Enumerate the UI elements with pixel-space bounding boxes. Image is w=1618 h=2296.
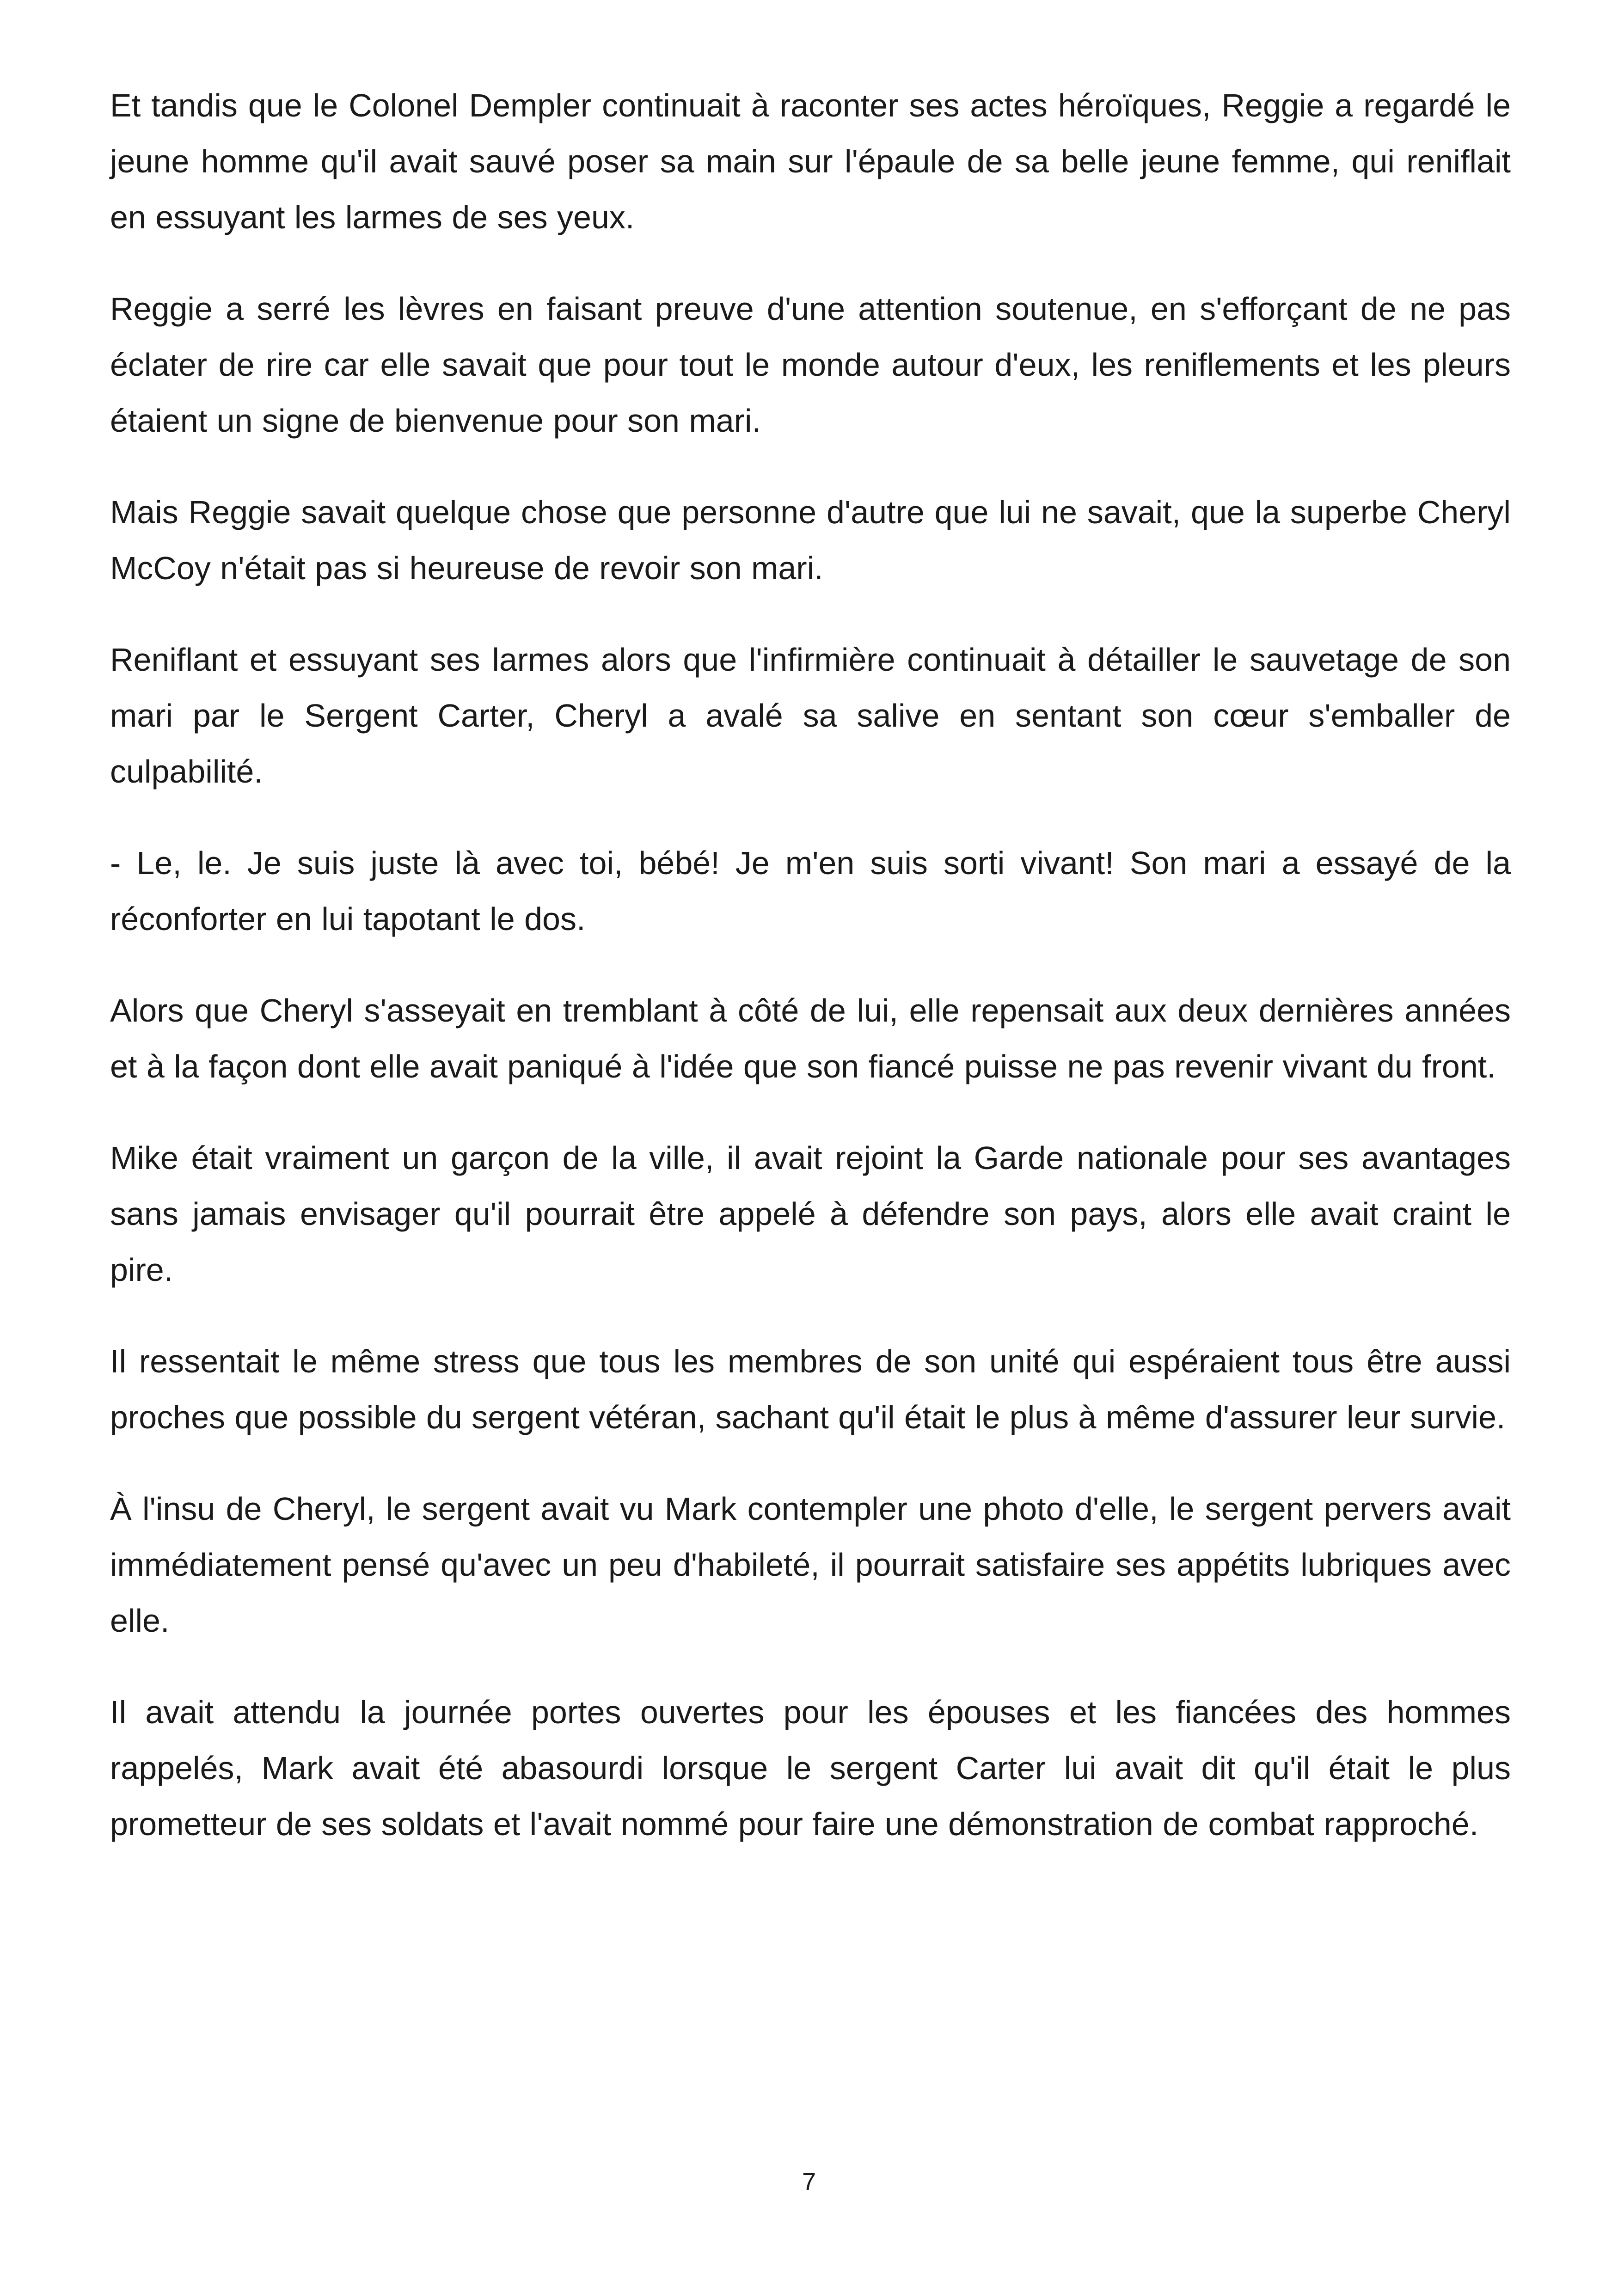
body-text (110, 78, 1511, 1852)
paragraph: Il ressentait le même stress que tous les membres de son unité qui espéraient tous être aussi proches que possible du sergent vétéran, sachant qu'il était le plus à même d'assurer leur survie. (110, 1343, 1511, 1435)
paragraph: Reggie a serré les lèvres en faisant preuve d'une attention soutenue, en s'efforçant de ne pas éclater de rire car elle savait que pour tout le monde autour d'eux, les reniflements et les pleurs étaient un signe de bienvenue pour son mari. (110, 291, 1511, 439)
paragraph: Reniflant et essuyant ses larmes alors que l'infirmière continuait à détailler le sauvetage de son mari par le Sergent Carter, Cheryl a avalé sa salive en sentant son cœur s'emballer de culpabilité. (110, 642, 1511, 790)
paragraph: - Le, le. Je suis juste là avec toi, bébé! Je m'en suis sorti vivant! Son mari a essayé de la réconforter en lui tapotant le dos. (110, 845, 1511, 937)
paragraph: À l'insu de Cheryl, le sergent avait vu Mark contempler une photo d'elle, le sergent pervers avait immédiatement pensé qu'avec un peu d'habileté, il pourrait satisfaire ses appétits lubriques avec elle. (110, 1491, 1511, 1639)
paragraph: Il avait attendu la journée portes ouvertes pour les épouses et les fiancées des hommes rappelés, Mark avait été abasourdi lorsque le sergent Carter lui avait dit qu'il était le plus prometteur de ses soldats et l'avait nommé pour faire une démonstration de combat rapproché. (110, 1694, 1511, 1842)
paragraph: Alors que Cheryl s'asseyait en tremblant à côté de lui, elle repensait aux deux dernières années et à la façon dont elle avait paniqué à l'idée que son fiancé puisse ne pas revenir vivant du front. (110, 992, 1511, 1084)
paragraph: Mike était vraiment un garçon de la ville, il avait rejoint la Garde nationale pour ses avantages sans jamais envisager qu'il pourrait être appelé à défendre son pays, alors elle avait craint le pire. (110, 1140, 1511, 1288)
paragraph: Et tandis que le Colonel Dempler continuait à raconter ses actes héroïques, Reggie a regardé le jeune homme qu'il avait sauvé poser sa main sur l'épaule de sa belle jeune femme, qui reniflait en essuyant les larmes de ses yeux. (110, 87, 1511, 235)
page-number: 7 (802, 2168, 816, 2196)
paragraph: Mais Reggie savait quelque chose que personne d'autre que lui ne savait, que la superbe Cheryl McCoy n'était pas si heureuse de revoir son mari. (110, 494, 1511, 586)
